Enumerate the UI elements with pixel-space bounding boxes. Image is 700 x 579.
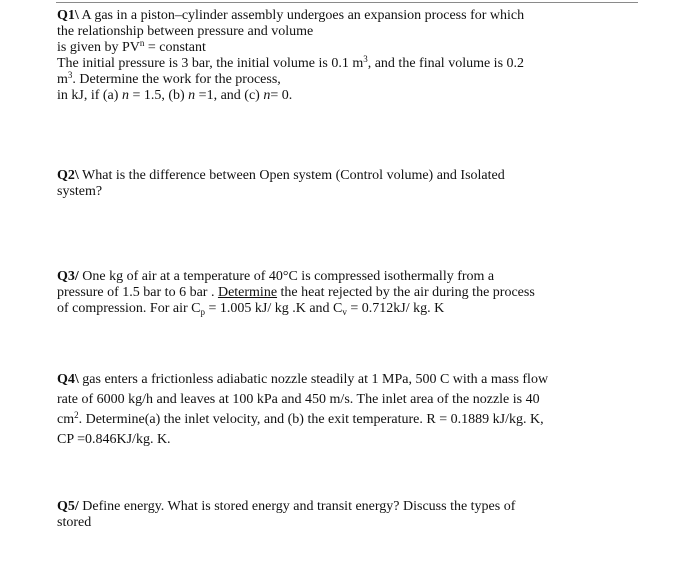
- q5-text-1: Define energy. What is stored energy and transit energy? Discuss the types of: [78, 499, 516, 514]
- q1-part-a: in kJ, if (a): [57, 88, 122, 103]
- q1-part-d: = 0.: [270, 88, 293, 103]
- q1-text-1: A gas in a piston–cylinder assembly undergoes an expansion process for which: [78, 8, 525, 23]
- q3-sub-p: p: [200, 307, 205, 317]
- q3-line-2: [57, 285, 657, 301]
- q2-line-1: [57, 168, 657, 184]
- q5-line-2: stored: [57, 515, 92, 530]
- q2-line-2: system?: [57, 184, 103, 199]
- q1-initial-text: The initial pressure is 3 bar, the initial volume is 0.1 m: [57, 56, 364, 71]
- q4-tag: Q4\: [57, 372, 79, 387]
- q4-line-3: [57, 410, 657, 430]
- q5-line-1: [57, 499, 657, 515]
- q1-line-2: the relationship between pressure and volume: [57, 24, 314, 39]
- q2-tag: Q2\: [57, 168, 79, 183]
- q4-unit-cm: cm: [57, 412, 75, 427]
- q1-n-1: n: [121, 88, 129, 103]
- q1-final-text: , and the final volume is 0.2: [367, 56, 525, 71]
- q1-line-5: [57, 72, 657, 88]
- q3-cp-text: of compression. For air C: [57, 301, 201, 316]
- q1-line-6: [57, 88, 657, 104]
- question-2: [57, 168, 657, 200]
- q1-line-4: [57, 56, 657, 72]
- q3-line-3: [57, 301, 657, 317]
- q4-line-1: [57, 370, 657, 390]
- q1-tag: Q1\: [57, 8, 79, 23]
- q3-text-1: One kg of air at a temperature of 40°C is compressed isothermally from a: [78, 269, 495, 284]
- q1-part-c: =1, and (c): [195, 88, 264, 103]
- q1-cubed-2: 3: [67, 70, 73, 80]
- q1-exponent-n: n: [139, 38, 145, 48]
- q3-tag: Q3/: [57, 269, 79, 284]
- q3-determine-word: Determine: [217, 285, 278, 300]
- q4-determine-text: . Determine(a) the inlet velocity, and (b) the exit temperature. R = 0.1889 kJ/kg. K,: [78, 412, 544, 427]
- q3-pressure-text: pressure of 1.5 bar to 6 bar .: [57, 285, 218, 300]
- question-3: [57, 269, 657, 317]
- q1-relation-text: is given by PV: [57, 40, 140, 55]
- q3-line-1: [57, 269, 657, 285]
- q1-unit-m: m: [57, 72, 68, 87]
- q5-tag: Q5/: [57, 499, 79, 514]
- q1-line-3: [57, 40, 657, 56]
- q4-line-2: rate of 6000 kg/h and leaves at 100 kPa and 450 m/s. The inlet area of the nozzle is 40: [57, 392, 540, 407]
- q1-part-b: = 1.5, (b): [128, 88, 189, 103]
- question-5: [57, 499, 657, 531]
- q1-line-1: [57, 8, 657, 24]
- q1-determine-text: . Determine the work for the process,: [72, 72, 281, 87]
- q4-text-1: gas enters a frictionless adiabatic nozzle steadily at 1 MPa, 500 C with a mass flow: [78, 372, 549, 387]
- q3-cv-value: = 0.712kJ/ kg. K: [346, 301, 445, 316]
- q1-cubed-1: 3: [363, 54, 368, 64]
- top-divider: [56, 2, 638, 3]
- q1-n-2: n: [188, 88, 196, 103]
- question-4: [57, 370, 657, 450]
- q1-n-3: n: [263, 88, 271, 103]
- q4-squared: 2: [74, 410, 79, 420]
- q4-line-4: CP =0.846KJ/kg. K.: [57, 432, 171, 447]
- q3-sub-v: v: [342, 307, 347, 317]
- q3-heat-text: the heat rejected by the air during the process: [277, 285, 535, 300]
- question-1: [57, 8, 657, 104]
- q3-cv-text: = 1.005 kJ/ kg .K and C: [204, 301, 343, 316]
- q2-text-1: What is the difference between Open system (Control volume) and Isolated: [78, 168, 505, 183]
- q1-relation-const: = constant: [144, 40, 206, 55]
